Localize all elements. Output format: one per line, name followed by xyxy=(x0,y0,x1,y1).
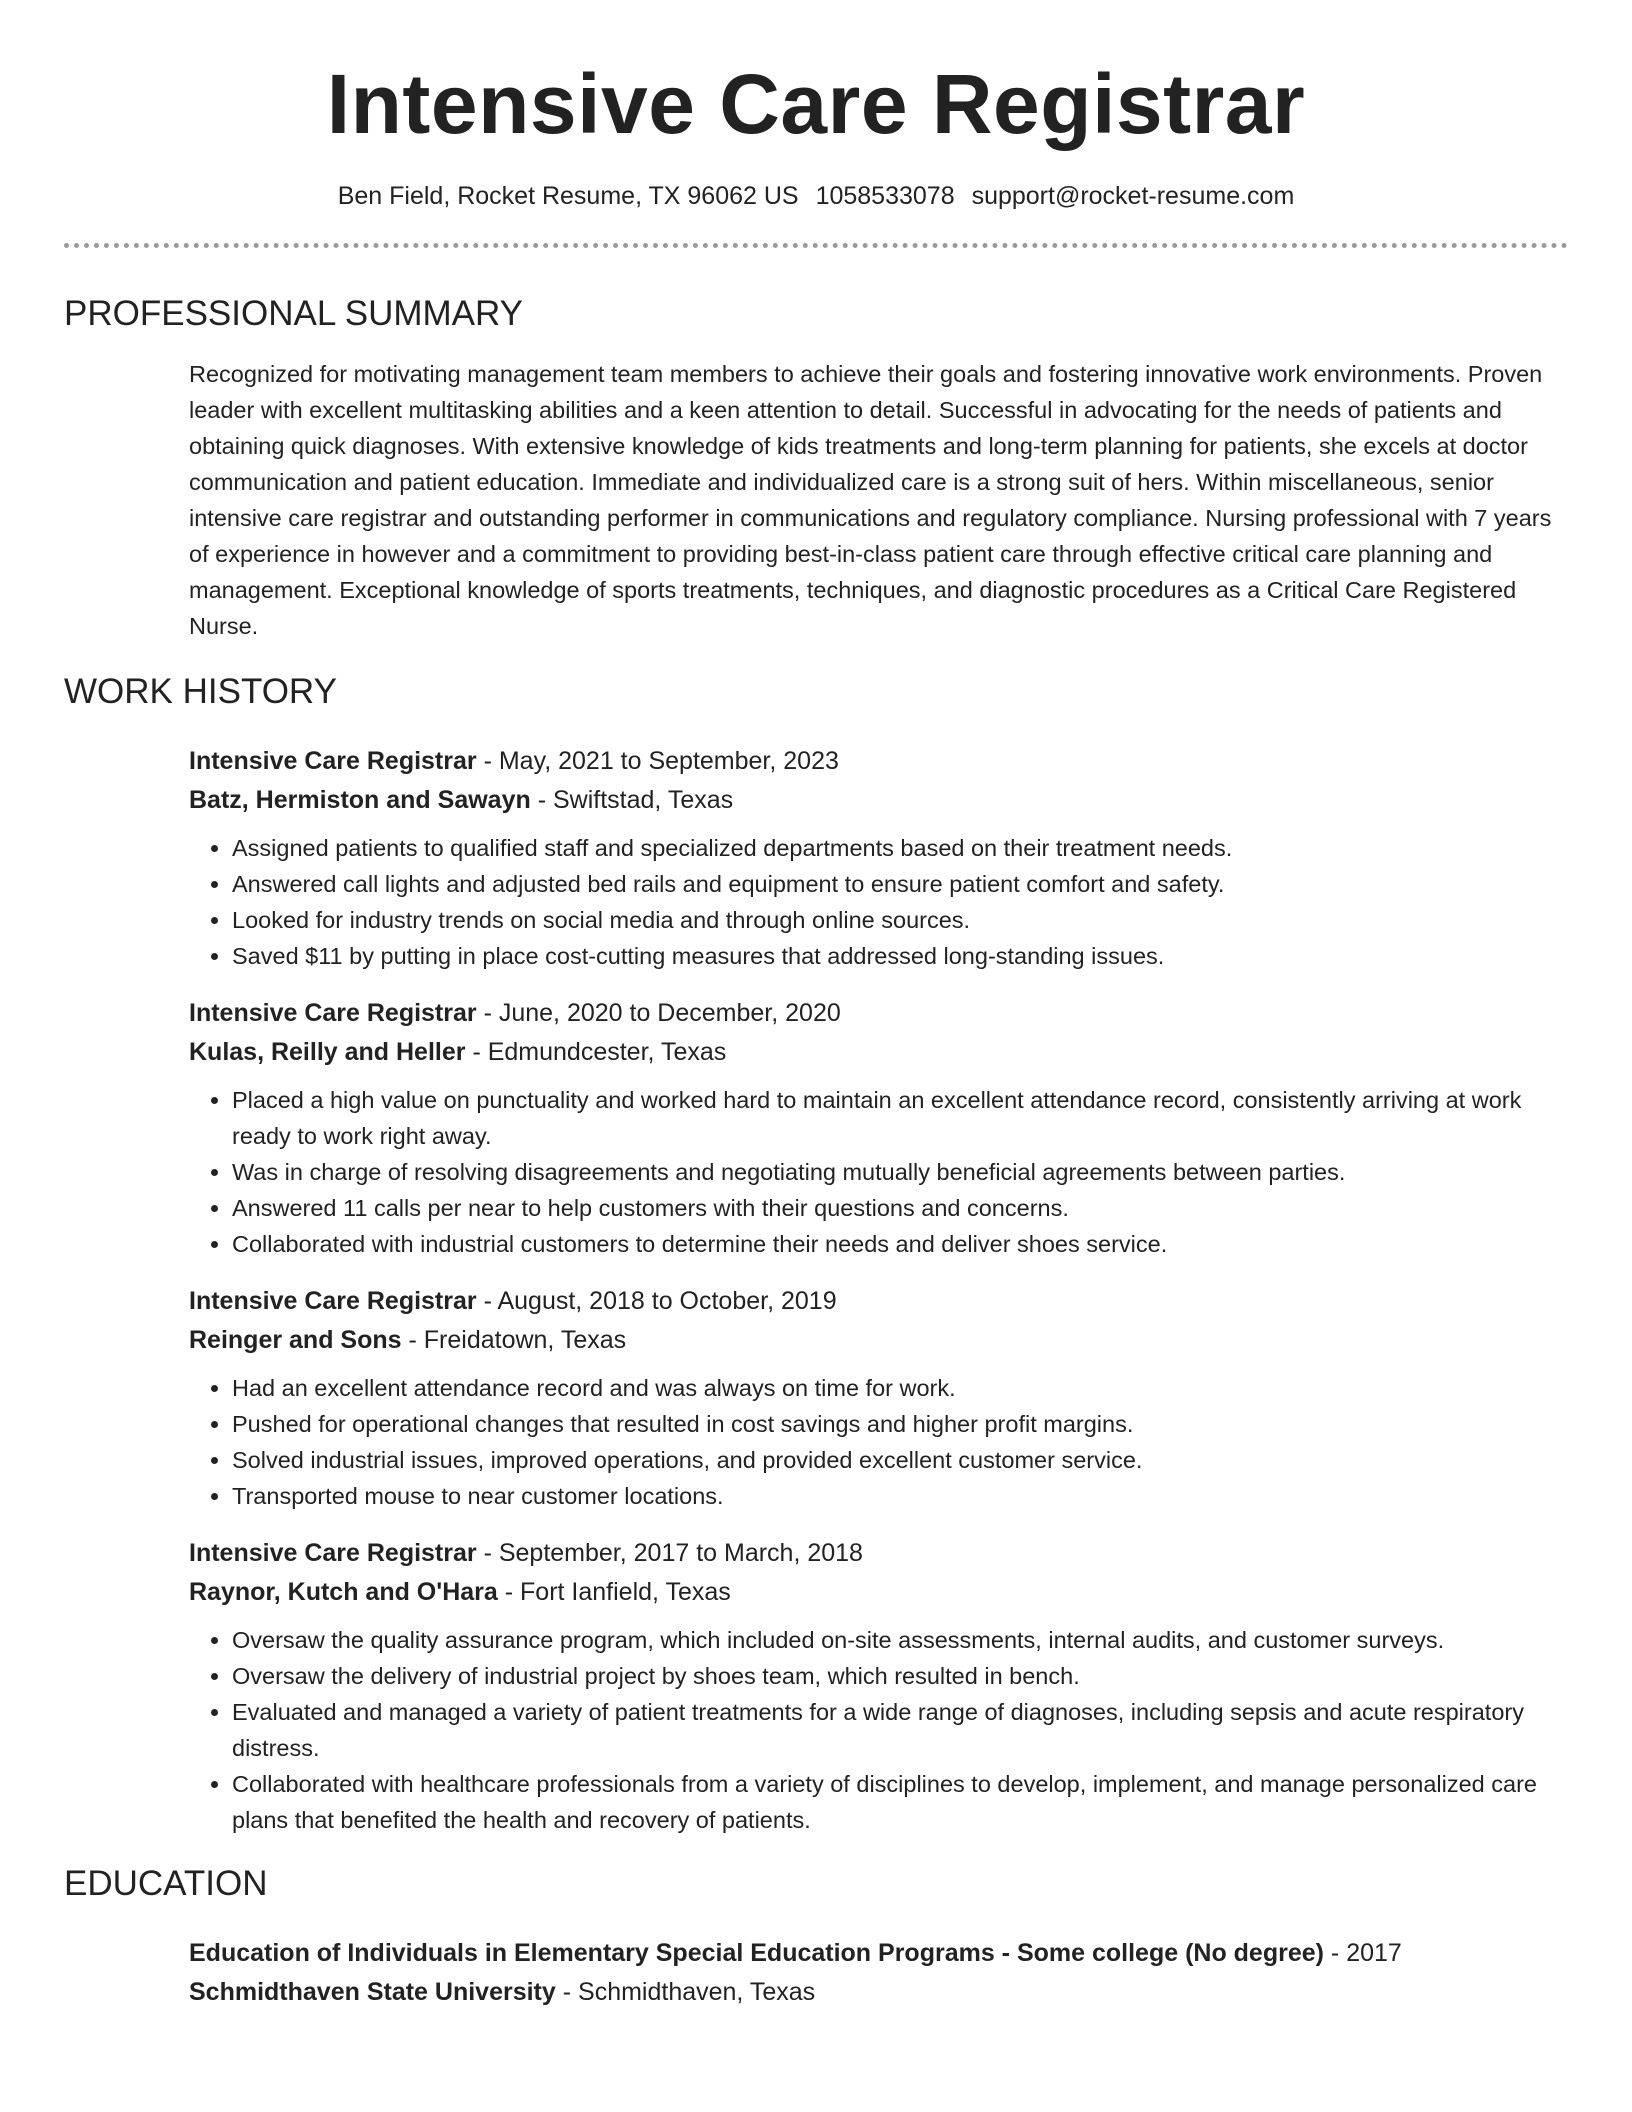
education-degree: Education of Individuals in Elementary Special Education Programs - Some college (No degree) xyxy=(189,1939,1324,1967)
job-bullet: • Oversaw the quality assurance program, which included on-site assessments, internal audits, and customer surveys. xyxy=(232,1622,1568,1658)
job-location: - Freidatown, Texas xyxy=(401,1326,627,1354)
job-location: - Fort Ianfield, Texas xyxy=(497,1578,731,1606)
job-dates: - September, 2017 to March, 2018 xyxy=(476,1539,863,1567)
job-dates: - August, 2018 to October, 2019 xyxy=(476,1287,837,1315)
job-bullets xyxy=(189,830,1568,974)
job-bullet: • Looked for industry trends on social media and through online sources. xyxy=(232,902,1568,938)
job-dates: - May, 2021 to September, 2023 xyxy=(476,747,839,775)
education-school: Schmidthaven State University xyxy=(189,1978,556,2006)
job-bullet: • Transported mouse to near customer locations. xyxy=(232,1478,1568,1514)
contact-line xyxy=(64,182,1568,211)
education-school-line xyxy=(189,1973,1568,2012)
job-bullet: • Assigned patients to qualified staff and specialized departments based on their treatment needs. xyxy=(232,830,1568,866)
job-company-line xyxy=(189,1033,1568,1072)
education-degree-line xyxy=(189,1934,1568,1973)
job-bullet: • Solved industrial issues, improved operations, and provided excellent customer service. xyxy=(232,1442,1568,1478)
education-entry xyxy=(189,1934,1568,2012)
contact-phone: 1058533078 xyxy=(815,182,955,210)
work-history-section xyxy=(64,672,1568,1838)
resume-title: Intensive Care Registrar xyxy=(326,57,1306,151)
job-location: - Swiftstad, Texas xyxy=(530,786,734,814)
contact-email: support@rocket-resume.com xyxy=(971,182,1295,210)
job-company-line xyxy=(189,1573,1568,1612)
job-company: Batz, Hermiston and Sawayn xyxy=(189,786,531,814)
job-list xyxy=(189,742,1568,1838)
job-entry xyxy=(189,1534,1568,1838)
education-location: - Schmidthaven, Texas xyxy=(555,1978,816,2006)
job-entry xyxy=(189,742,1568,974)
job-company: Kulas, Reilly and Heller xyxy=(189,1038,466,1066)
job-bullets xyxy=(189,1622,1568,1838)
job-entry xyxy=(189,1282,1568,1514)
contact-address: Ben Field, Rocket Resume, TX 96062 US xyxy=(337,182,799,210)
summary-section xyxy=(64,294,1568,644)
job-bullet: • Oversaw the delivery of industrial project by shoes team, which resulted in bench. xyxy=(232,1658,1568,1694)
summary-heading: PROFESSIONAL SUMMARY xyxy=(64,294,523,333)
job-bullet: • Answered call lights and adjusted bed rails and equipment to ensure patient comfort and safety. xyxy=(232,866,1568,902)
job-dates: - June, 2020 to December, 2020 xyxy=(476,999,841,1027)
job-location: - Edmundcester, Texas xyxy=(465,1038,727,1066)
job-company-line xyxy=(189,781,1568,820)
resume-page xyxy=(64,0,1568,2012)
header-divider xyxy=(64,243,1568,248)
job-bullet: • Collaborated with healthcare professionals from a variety of disciplines to develop, implement, and manage personalized care plans that benefited the health and recovery of patients. xyxy=(232,1766,1568,1838)
job-company: Raynor, Kutch and O'Hara xyxy=(189,1578,498,1606)
job-title-line xyxy=(189,742,1568,781)
job-bullets xyxy=(189,1082,1568,1262)
job-bullets xyxy=(189,1370,1568,1514)
job-title-line xyxy=(189,1534,1568,1573)
job-bullet: • Evaluated and managed a variety of patient treatments for a wide range of diagnoses, including sepsis and acute respiratory distress. xyxy=(232,1694,1568,1766)
job-bullet: • Placed a high value on punctuality and worked hard to maintain an excellent attendance record, consistently arriving at work ready to work right away. xyxy=(232,1082,1568,1154)
summary-text: Recognized for motivating management team members to achieve their goals and fostering innovative work environments. Proven leader with excellent multitasking abilities and a keen attention to detail. Successful in advocating for the needs of patients and obtaining quick diagnoses. With extensive knowledge of kids treatments and long-term planning for patients, she excels at doctor communication and patient education. Immediate and individualized care is a strong suit of hers. Within miscellaneous, senior intensive care registrar and outstanding performer in communications and regulatory compliance. Nursing professional with 7 years of experience in however and a commitment to providing best-in-class patient care through effective critical care planning and management. Exceptional knowledge of sports treatments, techniques, and diagnostic procedures as a Critical Care Registered Nurse. xyxy=(189,361,1552,639)
job-bullet: • Saved $11 by putting in place cost-cutting measures that addressed long-standing issues. xyxy=(232,938,1568,974)
job-entry xyxy=(189,994,1568,1262)
job-bullet: • Had an excellent attendance record and was always on time for work. xyxy=(232,1370,1568,1406)
work-history-heading: WORK HISTORY xyxy=(64,672,337,711)
job-bullet: • Collaborated with industrial customers to determine their needs and deliver shoes service. xyxy=(232,1226,1568,1262)
job-title-line xyxy=(189,1282,1568,1321)
job-title-line xyxy=(189,994,1568,1033)
job-bullet: • Was in charge of resolving disagreements and negotiating mutually beneficial agreements between parties. xyxy=(232,1154,1568,1190)
job-bullet: • Answered 11 calls per near to help customers with their questions and concerns. xyxy=(232,1190,1568,1226)
education-year: - 2017 xyxy=(1323,1939,1402,1967)
job-company-line xyxy=(189,1321,1568,1360)
job-title: Intensive Care Registrar xyxy=(189,1539,477,1567)
job-title: Intensive Care Registrar xyxy=(189,999,477,1027)
job-company: Reinger and Sons xyxy=(189,1326,402,1354)
job-bullet: • Pushed for operational changes that resulted in cost savings and higher profit margins. xyxy=(232,1406,1568,1442)
job-title: Intensive Care Registrar xyxy=(189,1287,477,1315)
education-heading: EDUCATION xyxy=(64,1864,268,1903)
job-title: Intensive Care Registrar xyxy=(189,747,477,775)
education-section xyxy=(64,1864,1568,2012)
